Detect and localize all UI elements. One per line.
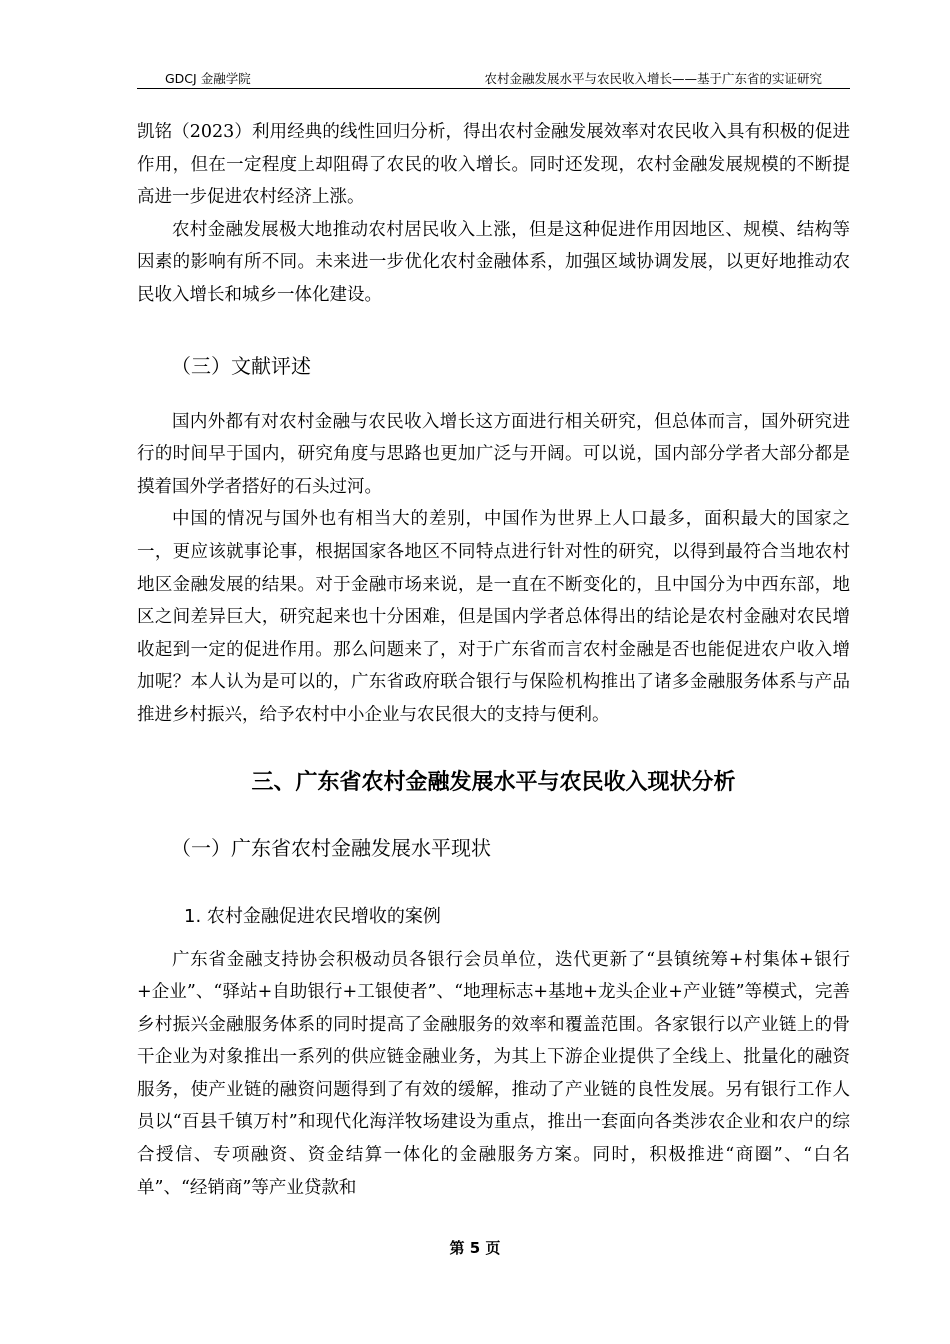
paragraph-guangdong-cases: 广东省金融支持协会积极动员各银行会员单位，迭代更新了“县镇统筹+村集体+银行+企业”、“驿站+自助银行+工银使者”、“地理标志+基地+龙头企业+产业链”等模式，完善乡村振兴金融服务体系的同时提高了金融服务的效率和覆盖范围。各家银行以产业链上的骨干企业为对象推出一系列的供应链金融业务，为其上下游企业提供了全线上、批量化的融资服务，使产业链的融资问题得到了有效的缓解，推动了产业链的良性发展。另有银行工作人员以“百县千镇万村”和现代化海洋牧场建设为重点，推出一套面向各类涉农企业和农户的综合授信、专项融资、资金结算一体化的金融服务方案。同时，积极推进“商圈”、“白名单”、“经销商”等产业贷款和: [137, 949, 850, 1198]
header-thesis-title: 农村金融发展水平与农民收入增长——基于广东省的实证研究: [484, 71, 822, 86]
page-number: 第 5 页: [449, 1239, 501, 1257]
paragraph-kaiming-2023: 凯铭（2023）利用经典的线性回归分析，得出农村金融发展效率对农民收入具有积极的促进作用，但在一定程度上却阻碍了农民的收入增长。同时还发现，农村金融发展规模的不断提高进一步促进农村经济上涨。: [137, 122, 850, 208]
header-divider: [137, 88, 850, 89]
heading-literature-review: （三）文献评述: [171, 353, 311, 378]
header-institution: GDCJ 金融学院: [165, 71, 251, 86]
paragraph-china-differences: 中国的情况与国外也有相当大的差别，中国作为世界上人口最多，面积最大的国家之一，更应该就事论事，根据国家各地区不同特点进行针对性的研究，以得到最符合当地农村地区金融发展的结果。对于金融市场来说，是一直在不断变化的，且中国分为中西东部，地区之间差异巨大，研究起来也十分困难，但是国内学者总体得出的结论是农村金融对农民增收起到一定的促进作用。那么问题来了，对于广东省而言农村金融是否也能促进农户收入增加呢？本人认为是可以的，广东省政府联合银行与保险机构推出了诸多金融服务体系与产品推进乡村振兴，给予农村中小企业与农民很大的支持与便利。: [137, 509, 850, 725]
heading-subsection-1: （一）广东省农村金融发展水平现状: [171, 835, 491, 860]
paragraph-rural-finance-impact: 农村金融发展极大地推动农村居民收入上涨，但是这种促进作用因地区、规模、结构等因素的影响有所不同。未来进一步优化农村金融体系，加强区域协调发展，以更好地推动农民收入增长和城乡一体化建设。: [137, 219, 850, 305]
heading-section-3: 三、广东省农村金融发展水平与农民收入现状分析: [251, 769, 736, 795]
page-body: [137, 116, 850, 1204]
paragraph-domestic-foreign-research: 国内外都有对农村金融与农民收入增长这方面进行相关研究，但总体而言，国外研究进行的时间早于国内，研究角度与思路也更加广泛与开阔。可以说，国内部分学者大部分都是摸着国外学者搭好的石头过河。: [137, 411, 850, 497]
page-header: [137, 66, 850, 88]
heading-item-1: 1. 农村金融促进农民增收的案例: [184, 905, 441, 927]
